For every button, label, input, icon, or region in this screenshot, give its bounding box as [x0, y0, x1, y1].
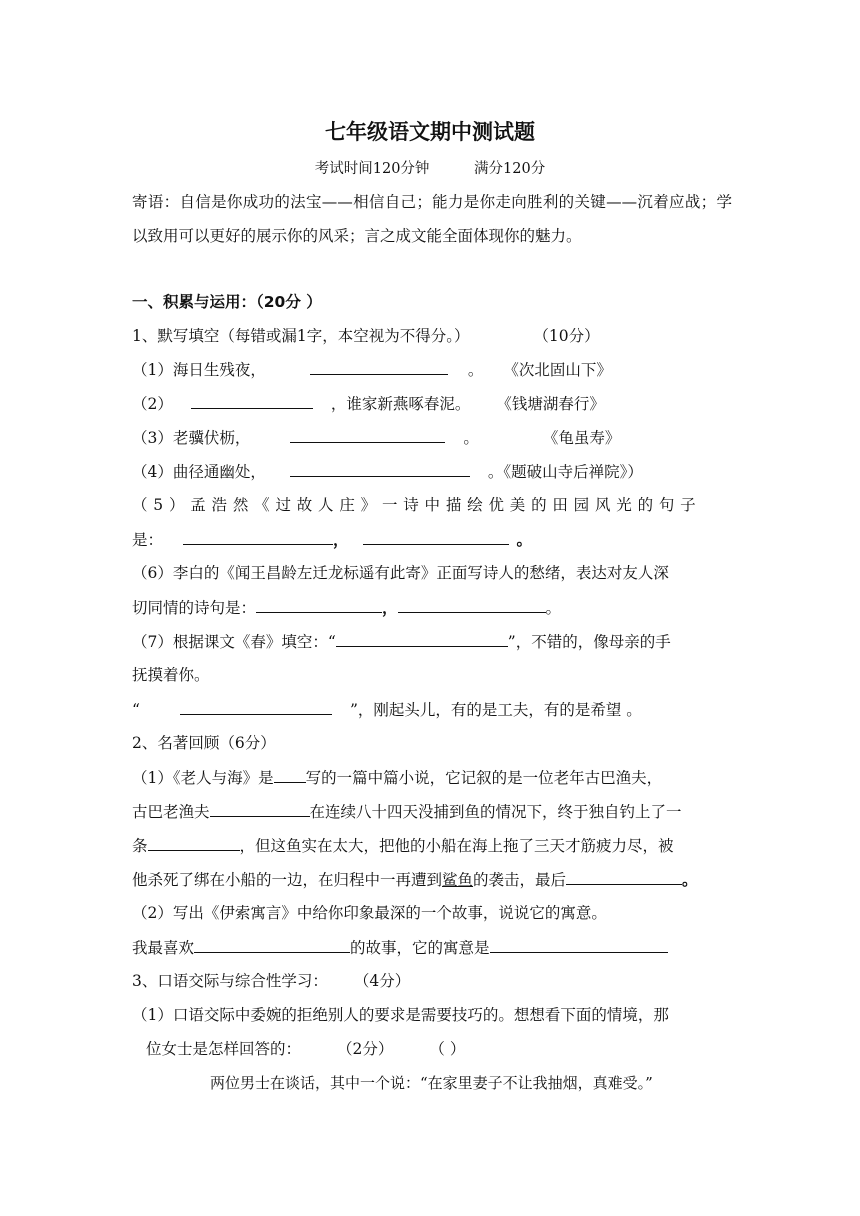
- q3-p1-line1: （1）口语交际中委婉的拒绝别人的要求是需要技巧的。想想看下面的情境，那: [132, 1006, 669, 1024]
- item-text: （2）: [132, 395, 173, 413]
- q1-item-1: [132, 358, 612, 381]
- q2-p3: [132, 936, 668, 959]
- page-title: 七年级语文期中测试题: [325, 120, 535, 144]
- q2-p2: （2）写出《伊索寓言》中给你印象最深的一个故事，说说它的寓意。: [132, 904, 607, 922]
- item-text: 在连续八十四天没捕到鱼的情况下，终于独自钓上了一: [309, 803, 682, 821]
- item-text: 。: [463, 429, 479, 447]
- item-text: （1）《老人与海》是: [132, 769, 274, 787]
- item-source: 《次北固山下》: [503, 361, 612, 379]
- answer-blank[interactable]: [210, 800, 310, 817]
- item-text: 的袭击，最后: [473, 871, 567, 889]
- section-heading: 一、积累与运用：（20分 ）: [132, 293, 322, 311]
- q1-item-7b: [132, 698, 642, 721]
- q2-p1-line1: [132, 766, 662, 789]
- q3-score: （4分）: [353, 972, 411, 990]
- q1-item-3: [132, 426, 620, 449]
- q1-item-7-line2: 抚摸着你。: [132, 666, 210, 684]
- item-text: 写的一篇中篇小说，它记叙的是一位老年古巴渔夫，: [305, 769, 663, 787]
- answer-blank[interactable]: [180, 698, 332, 715]
- q1-item-5-line1: （5）孟浩然《过故人庄》一诗中描绘优美的田园风光的句子: [132, 496, 702, 514]
- q2-p1-line4: [132, 868, 698, 891]
- item-text: 他杀死了绑在小船的一边，在归程中一再遭到: [132, 871, 443, 889]
- q2-label: 2、名著回顾（6分）: [132, 734, 276, 752]
- item-text: 的故事，它的寓意是: [350, 939, 490, 957]
- answer-blank[interactable]: [290, 426, 445, 443]
- answer-blank[interactable]: [148, 834, 240, 851]
- q1-item-6-line2: [132, 596, 561, 619]
- motto: 寄语：自信是你成功的法宝——相信自己；能力是你走向胜利的关键——沉着应战；学以致用可以更好的展示你的风采；言之成文能全面体现你的魅力。: [132, 193, 732, 245]
- answer-blank[interactable]: [363, 528, 509, 545]
- q3-label-line: [132, 970, 410, 992]
- q3-p1-line2: [146, 1038, 465, 1060]
- q1-item-4: [132, 460, 643, 483]
- answer-blank[interactable]: [256, 596, 382, 613]
- item-text: （1）海日生残夜，: [132, 361, 266, 379]
- item-text: ，: [333, 531, 349, 549]
- item-text: ，谁家新燕啄春泥。: [330, 395, 471, 413]
- item-score: （2分）: [337, 1040, 394, 1058]
- item-text: ，但这鱼实在太大，把他的小船在海上拖了三天才筋疲力尽，被: [239, 837, 674, 855]
- answer-blank[interactable]: [310, 358, 448, 375]
- answer-paren[interactable]: （ ）: [429, 1040, 466, 1058]
- answer-blank[interactable]: [290, 460, 470, 477]
- item-text: ”，刚起头儿，有的是工夫，有的是希望 。: [349, 701, 642, 719]
- answer-blank[interactable]: [398, 596, 546, 613]
- answer-blank[interactable]: [183, 528, 333, 545]
- q2-p1-line3: [132, 834, 674, 857]
- item-text: 位女士是怎样回答的：: [146, 1040, 302, 1058]
- answer-blank[interactable]: [194, 936, 350, 953]
- item-source: 《钱塘湖春行》: [496, 395, 605, 413]
- item-text: 是：: [132, 531, 164, 549]
- item-text: “: [132, 701, 140, 719]
- exam-info: [0, 157, 860, 178]
- item-text: 鲨鱼: [442, 871, 474, 889]
- q3-scene: 两位男士在谈话，其中一个说：“在家里妻子不让我抽烟，真难受。”: [210, 1074, 653, 1092]
- item-text: 。: [467, 361, 484, 379]
- item-text: 。: [682, 871, 698, 889]
- answer-blank[interactable]: [191, 392, 313, 409]
- q1-item-2: [132, 392, 605, 415]
- item-text: 。《题破山寺后禅院》）: [487, 463, 643, 481]
- answer-blank[interactable]: [274, 766, 306, 783]
- item-text: ，: [382, 599, 398, 617]
- item-text: 古巴老渔夫: [132, 803, 210, 821]
- item-text: （4）曲径通幽处，: [132, 463, 266, 481]
- q1-label: 1、默写填空（每错或漏1字，本空视为不得分。）: [132, 327, 470, 345]
- item-text: （7）根据课文《春》填空：“: [132, 633, 336, 651]
- exam-time: 考试时间120分钟: [314, 161, 430, 177]
- q1-score: （10分）: [533, 327, 600, 345]
- q2-p1-line2: [132, 800, 682, 823]
- q1-item-5-line2: [132, 528, 532, 551]
- item-text: 切同情的诗句是：: [132, 599, 257, 617]
- item-text: 条: [132, 837, 148, 855]
- answer-blank[interactable]: [490, 936, 668, 953]
- answer-blank[interactable]: [336, 630, 508, 647]
- q1-item-6-line1: （6）李白的《闻王昌龄左迁龙标遥有此寄》正面写诗人的愁绪，表达对友人深: [132, 564, 669, 582]
- item-text: ”，不错的，像母亲的手: [507, 633, 671, 651]
- item-text: 。: [516, 531, 533, 549]
- q1-label-line: [132, 325, 600, 347]
- item-text: （3）老骥伏枥，: [132, 429, 251, 447]
- item-text: 我最喜欢: [132, 939, 195, 957]
- q1-item-7-line1: [132, 630, 671, 653]
- q3-label: 3、口语交际与综合性学习：: [132, 972, 328, 990]
- full-score: 满分120分: [474, 161, 546, 177]
- item-source: 《龟虽寿》: [542, 429, 621, 447]
- answer-blank[interactable]: [566, 868, 682, 885]
- item-text: 。: [545, 599, 562, 617]
